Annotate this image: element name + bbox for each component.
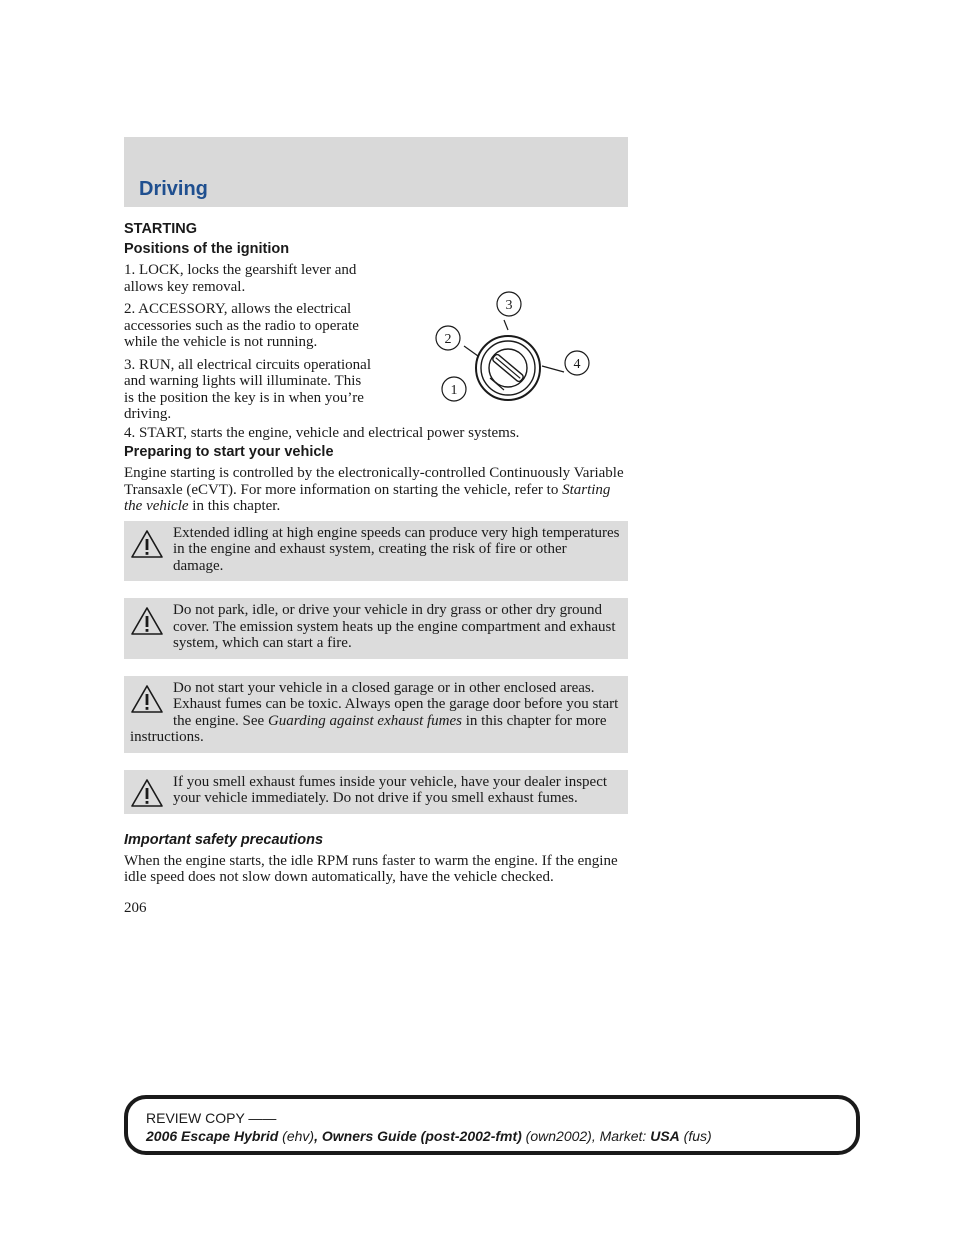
preparing-text: Engine starting is controlled by the electronically-controlled Continuously Variable Transaxle (eCVT). For more information on starting the vehicle, refer to Starting the vehicle in this chapter. (124, 465, 624, 514)
diagram-label-1: 1 (450, 383, 458, 398)
ignition-diagram (424, 260, 604, 420)
footer-line-1: REVIEW COPY —— (146, 1110, 277, 1126)
footer-line-2: 2006 Escape Hybrid (ehv), Owners Guide (post-2002-fmt) (own2002), Market: USA (fus) (146, 1128, 712, 1144)
ignition-heading: Positions of the ignition (124, 241, 290, 257)
diagram-leader-2 (464, 346, 478, 356)
chapter-header (124, 137, 628, 207)
diagram-leader-3 (504, 320, 508, 330)
warning-box (124, 676, 628, 753)
safety-text: When the engine starts, the idle RPM runs faster to warm the engine. If the engine idle speed does not slow down automatically, have the vehicle checked. (124, 852, 618, 885)
warning-triangle-icon (130, 529, 164, 559)
warning-box (124, 770, 628, 814)
warning-text: Extended idling at high engine speeds can produce very high temperatures in the engine and exhaust system, creating the risk of fire or other damage. (173, 524, 620, 574)
warning-triangle-icon (130, 606, 164, 636)
section-title: STARTING (124, 221, 198, 237)
diagram-label-2: 2 (444, 332, 452, 347)
warning-box (124, 598, 628, 659)
diagram-leader-4 (542, 366, 564, 372)
ignition-item-accessory: 2. ACCESSORY, allows the electrical accessories such as the radio to operate while the vehicle is not running. (124, 301, 359, 350)
ignition-item-run: 3. RUN, all electrical circuits operational and warning lights will illuminate. This is the position the key is in when you’re driving. (124, 356, 371, 422)
ignition-item-start: 4. START, starts the engine, vehicle and electrical power systems. (124, 424, 520, 441)
diagram-label-3: 3 (505, 298, 513, 313)
page-number: 206 (124, 899, 147, 916)
safety-heading: Important safety precautions (124, 831, 324, 848)
ignition-positions (124, 262, 628, 441)
ignition-item-lock: 1. LOCK, locks the gearshift lever and allows key removal. (124, 262, 357, 295)
warning-text: Do not start your vehicle in a closed garage or in other enclosed areas. Exhaust fumes can be toxic. Always open the garage door before you start the engine. See Guarding against exhaust fumes in this chapter for more instructions. (130, 679, 619, 745)
review-copy-footer (124, 1095, 860, 1155)
chapter-title: Driving (139, 178, 208, 200)
key-slot-icon (492, 353, 525, 382)
diagram-label-4: 4 (573, 357, 581, 372)
warning-triangle-icon (130, 684, 164, 714)
preparing-heading: Preparing to start your vehicle (124, 444, 334, 460)
warning-box (124, 521, 628, 582)
warning-triangle-icon (130, 778, 164, 808)
warning-text: If you smell exhaust fumes inside your vehicle, have your dealer inspect your vehicle immediately. Do not drive if you smell exhaust fumes. (173, 773, 608, 806)
warning-text: Do not park, idle, or drive your vehicle in dry grass or other dry ground cover. The emission system heats up the engine compartment and exhaust system, which can start a fire. (173, 602, 616, 651)
page-content (124, 220, 628, 922)
